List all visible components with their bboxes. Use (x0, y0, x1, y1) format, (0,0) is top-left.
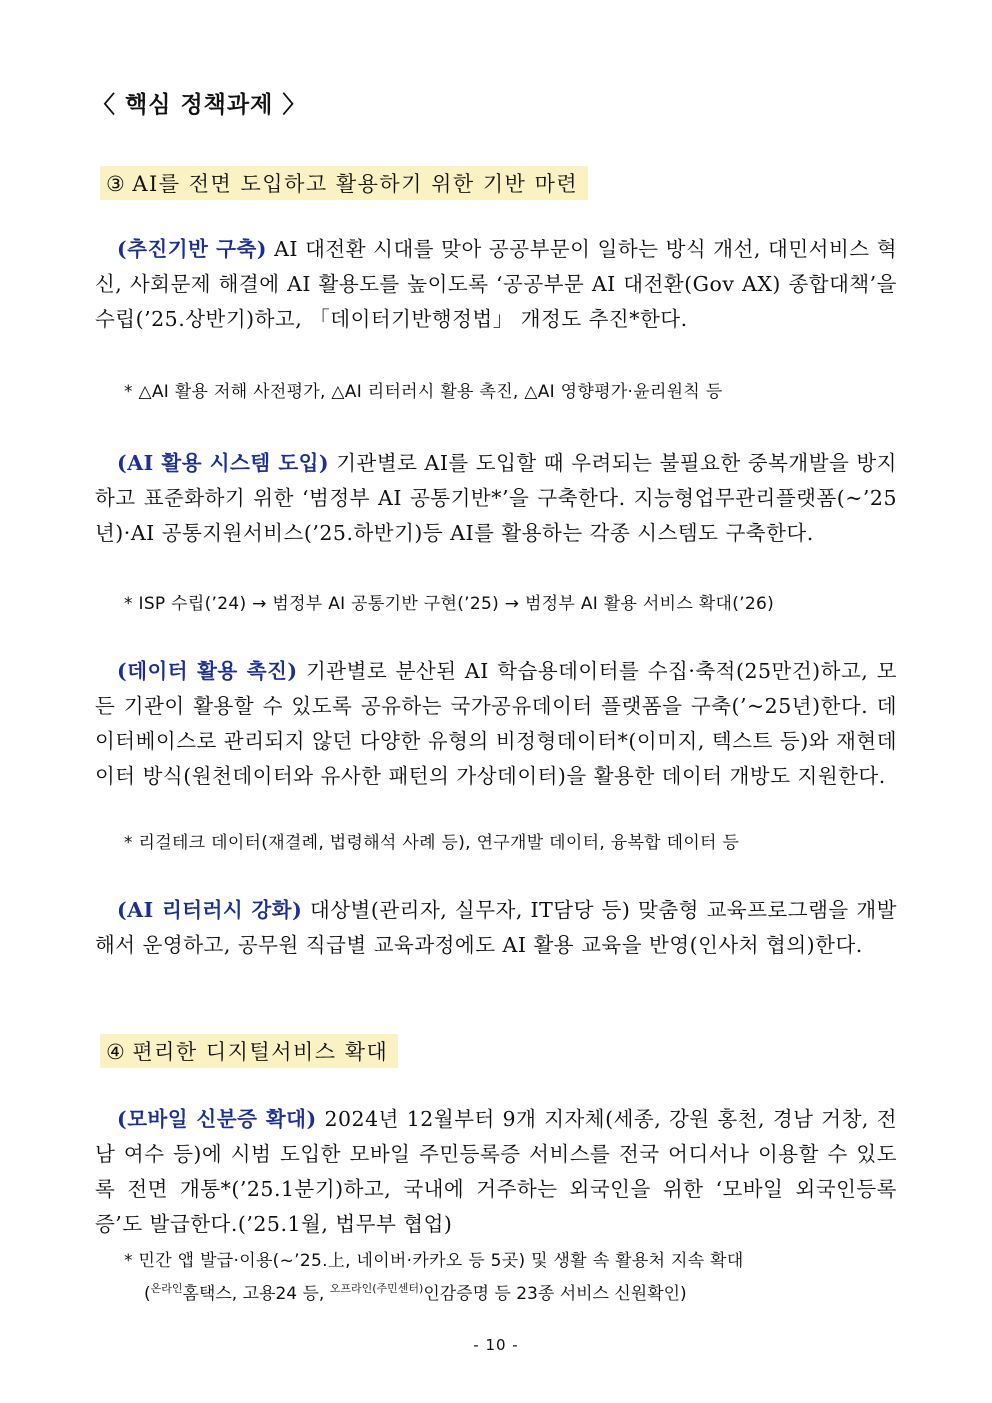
section-number: ④ (106, 1040, 127, 1064)
footnote: * 민간 앱 발급·이용(~’25.上, 네이버·카카오 등 5곳) 및 생활 속 활용처 지속 확대 (124, 1251, 744, 1271)
footnote: * ISP 수립(’24) → 범정부 AI 공통기반 구현(’25) → 범정부 AI 활용 서비스 확대(’26) (124, 594, 775, 614)
paragraph-lead: (추진기반 구축) (117, 237, 267, 261)
paragraph-promotion-base (95, 232, 897, 337)
page-number: - 10 - (473, 1336, 519, 1354)
paragraph-lead: (AI 리터러시 강화) (117, 898, 303, 922)
paragraph-text: 기관별로 분산된 AI 학습용데이터를 수집·축적(25만건)하고, 모든 기관이 활용할 수 있도록 공유하는 국가공유데이터 플랫폼을 구축(’~25년)한다. 데이터베이스로 관리되지 않던 다양한 유형의 비정형데이터*(이미지, 텍스트 등)와 재현데이터 방식(원천데이터와 유사한 패턴의 가상데이터)을 활용한 데이터 개방도 지원한다. (95, 659, 897, 788)
paragraph-lead: (데이터 활용 촉진) (117, 659, 298, 683)
paragraph-text: 2024년 12월부터 9개 지자체(세종, 강원 홍천, 경남 거창, 전남 여수 등)에 시범 도입한 모바일 주민등록증 서비스를 전국 어디서나 이용할 수 있도록 전면 개통*(’25.1분기)하고, 국내에 거주하는 외국인을 위한 ‘모바일 외국인등록증’도 발급한다.(’25.1월, 법무부 협업) (95, 1107, 897, 1236)
paragraph-text: AI 대전환 시대를 맞아 공공부문이 일하는 방식 개선, 대민서비스 혁신, 사회문제 해결에 AI 활용도를 높이도록 ‘공공부문 AI 대전환(Gov AX) 종합대책’을 수립(’25.상반기)하고, 「데이터기반행정법」 개정도 추진*한다. (95, 237, 897, 331)
paragraph-text: 대상별(관리자, 실무자, IT담당 등) 맞춤형 교육프로그램을 개발해서 운영하고, 공무원 직급별 교육과정에도 AI 활용 교육을 반영(인사처 협의)한다. (95, 898, 897, 957)
paragraph-lead: (모바일 신분증 확대) (117, 1107, 317, 1131)
paragraph-lead: (AI 활용 시스템 도입) (117, 451, 330, 475)
section-number: ③ (106, 172, 127, 196)
section-heading-3 (100, 166, 588, 200)
paragraph-text: 기관별로 AI를 도입할 때 우려되는 불필요한 중복개발을 방지하고 표준화하기 위한 ‘범정부 AI 공통기반*’을 구축한다. 지능형업무관리플랫폼(~’25년)·AI 공통지원서비스(’25.하반기)등 AI를 활용하는 각종 시스템도 구축한다. (95, 451, 897, 545)
online-superscript: 온라인 (150, 1282, 183, 1295)
paragraph-data-utilization (95, 654, 897, 794)
page-title: 〈 핵심 정책과제 〉 (92, 92, 307, 118)
footnote-continuation: ($^{온라인}$홈택스, 고용24 등, $^{오프라인(주민센터)}$인감증명 등 23종 서비스 신원확인) (144, 1282, 687, 1304)
section-title: 편리한 디지털서비스 확대 (132, 1040, 389, 1064)
footnote: * 리걸테크 데이터(재결례, 법령해석 사례 등), 연구개발 데이터, 융복합 데이터 등 (124, 833, 740, 853)
footnote: * △AI 활용 저해 사전평가, △AI 리터러시 활용 촉진, △AI 영향평가·윤리원칙 등 (124, 382, 723, 402)
section-title: AI를 전면 도입하고 활용하기 위한 기반 마련 (132, 172, 579, 196)
section-heading-4 (100, 1034, 398, 1068)
offline-superscript: 오프라인(주민센터) (329, 1282, 424, 1295)
paragraph-mobile-id (95, 1102, 897, 1242)
paragraph-ai-literacy (95, 893, 897, 963)
paragraph-ai-system (95, 446, 897, 551)
